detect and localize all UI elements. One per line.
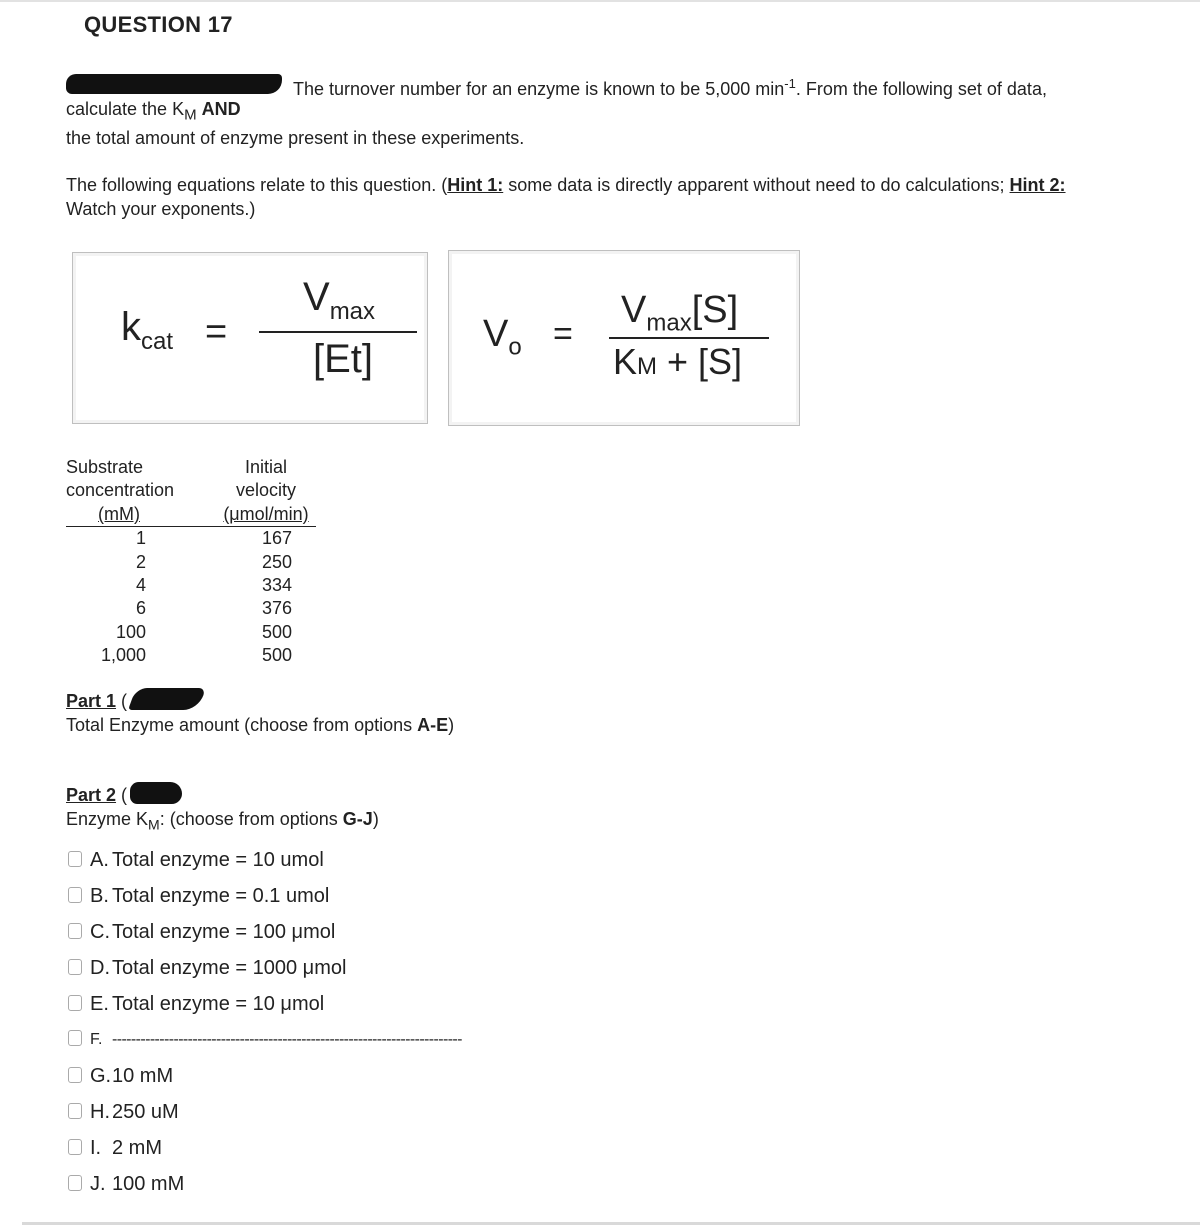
option-d-radio[interactable] <box>68 959 82 975</box>
intro-line-1: The turnover number for an enzyme is known to be 5,000 $\min^{-1}$. From the following set of data, <box>293 76 1047 99</box>
option-e-radio[interactable] <box>68 995 82 1011</box>
intro-line-2: calculate the $K_M$ AND <box>66 99 241 124</box>
velocity-cell: 334 <box>261 575 292 596</box>
option-c-radio[interactable] <box>68 923 82 939</box>
mm-fraction-line <box>609 337 769 339</box>
mm-equals: = <box>553 315 573 353</box>
vmax-numerator: $V_{max}$ <box>303 275 376 325</box>
table-row <box>66 574 316 597</box>
option-j-radio[interactable] <box>68 1175 82 1191</box>
table-row <box>66 551 316 574</box>
option-c[interactable]: C. Total enzyme = 100 μmol <box>68 920 335 944</box>
option-g[interactable]: G.10 mM <box>68 1064 173 1088</box>
option-b[interactable]: B. Total enzyme = 0.1 umol <box>68 884 329 908</box>
redaction-mark <box>130 782 182 804</box>
table-row <box>66 644 316 667</box>
col1-header-line2: concentration <box>66 480 175 501</box>
et-denominator: [Et] <box>313 337 374 381</box>
redaction-mark <box>128 688 206 710</box>
top-divider <box>0 0 1200 2</box>
kcat-equals: = <box>205 311 228 353</box>
option-f[interactable]: F. -------------------------------------------------------------------------- <box>68 1028 462 1052</box>
part2-instructions: Enzyme $K_M$: (choose from options G-J) <box>66 809 379 833</box>
option-h[interactable]: H. 250 uM <box>68 1100 179 1124</box>
part1-heading: Part 1 ( <box>66 691 128 711</box>
option-h-radio[interactable] <box>68 1103 82 1119</box>
velocity-cell: 376 <box>261 598 292 619</box>
option-i-radio[interactable] <box>68 1139 82 1155</box>
bottom-divider <box>22 1222 1200 1225</box>
col2-header-line1: Initial <box>244 457 288 477</box>
mm-numerator: $V_{max}[S]$ <box>621 289 739 337</box>
option-e[interactable]: E. Total enzyme = 10 μmol <box>68 992 324 1016</box>
velocity-cell: 500 <box>261 621 292 642</box>
table-row <box>66 597 316 620</box>
substrate-cell: 4 <box>135 575 146 596</box>
kcat-symbol: $k_{cat}$ <box>121 305 174 355</box>
michaelis-menten-box <box>448 250 800 426</box>
table-row <box>66 621 316 644</box>
option-d[interactable]: D. Total enzyme = 1000 μmol <box>68 956 346 980</box>
option-g-radio[interactable] <box>68 1067 82 1083</box>
substrate-cell: 2 <box>135 551 146 572</box>
velocity-cell: 250 <box>261 551 292 572</box>
velocity-cell: 500 <box>261 645 292 666</box>
v0-symbol: $V_o$ <box>483 313 522 361</box>
intro-line-3: the total amount of enzyme present in these experiments. <box>66 128 525 148</box>
hint-line-1: The following equations relate to this question. (Hint 1: some data is directly apparent without need to do calculations; Hint 2: <box>66 175 1066 195</box>
option-f-radio[interactable] <box>68 1030 82 1046</box>
part1-instructions: Total Enzyme amount (choose from options A-E) <box>66 715 455 735</box>
option-i[interactable]: I. 2 mM <box>68 1136 162 1160</box>
col1-header-line1: Substrate <box>66 457 144 477</box>
substrate-cell: 6 <box>135 598 146 619</box>
hint-line-2: Watch your exponents.) <box>66 199 256 219</box>
substrate-cell: 1 <box>135 528 146 549</box>
option-j[interactable]: J. 100 mM <box>68 1172 184 1196</box>
table-row <box>66 527 316 551</box>
option-a[interactable]: A. Total enzyme = 10 umol <box>68 848 324 872</box>
substrate-cell: 1,000 <box>100 645 146 666</box>
mm-denominator: KM + [S] <box>613 341 743 382</box>
kcat-fraction-line <box>259 331 417 333</box>
redaction-mark <box>66 74 282 94</box>
kcat-equation-box <box>72 252 428 424</box>
col2-header-line2: velocity <box>235 480 297 501</box>
velocity-cell: 167 <box>261 528 292 549</box>
col1-header-units: (mM) <box>66 503 216 527</box>
option-b-radio[interactable] <box>68 887 82 903</box>
option-a-radio[interactable] <box>68 851 82 867</box>
part2-heading: Part 2 ( <box>66 785 128 805</box>
col2-header-units: (μmol/min) <box>216 503 316 527</box>
substrate-cell: 100 <box>115 621 146 642</box>
kinetics-data-table <box>66 456 316 668</box>
question-title: QUESTION 17 <box>84 12 233 37</box>
